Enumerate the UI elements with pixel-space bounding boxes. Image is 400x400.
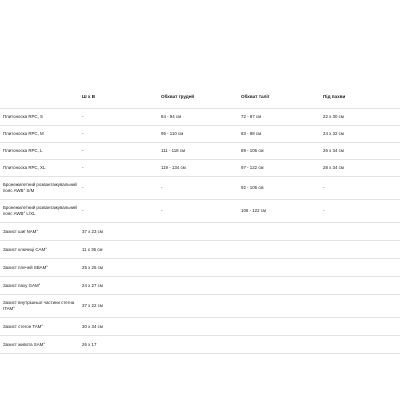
underarm-cell [320, 223, 400, 241]
waist-cell: 92 - 106 см [238, 177, 320, 200]
dimensions-cell: 26 x 17 [79, 336, 158, 354]
waist-cell: 83 - 98 см [238, 126, 320, 143]
table-row [0, 318, 400, 336]
chest-cell: 95 - 110 см [158, 126, 238, 143]
item-name: Плитоноска RPC, L [0, 143, 79, 160]
waist-cell [238, 241, 320, 259]
table-row [0, 143, 400, 160]
header-waist: Обхват талії [238, 91, 320, 109]
table-row [0, 223, 400, 241]
dimensions-cell: 25 x 25 см [79, 259, 158, 277]
underarm-cell [320, 336, 400, 354]
table-row [0, 200, 400, 223]
table-row [0, 277, 400, 295]
chest-cell [158, 241, 238, 259]
item-name: Плитоноска RPC, XL [0, 160, 79, 177]
header-underarm: Під пахви [320, 91, 400, 109]
underarm-cell [320, 259, 400, 277]
waist-cell [238, 318, 320, 336]
table-row [0, 126, 400, 143]
table-row [0, 160, 400, 177]
dimensions-cell: - [79, 160, 158, 177]
waist-cell [238, 259, 320, 277]
item-name: Бронежилетний розвантажувальний пояс AWB° L/XL [0, 200, 79, 223]
waist-cell: 89 - 106 см [238, 143, 320, 160]
table-row [0, 109, 400, 126]
header-chest: Обхват грудей [158, 91, 238, 109]
waist-cell: 97 - 122 см [238, 160, 320, 177]
table-body [0, 109, 400, 354]
table-row [0, 259, 400, 277]
chest-cell: 111 - 118 см [158, 143, 238, 160]
item-name: Захист живота SAM° [0, 336, 79, 354]
dimensions-cell: - [79, 126, 158, 143]
dimensions-cell: 37 x 22 см [79, 295, 158, 318]
dimensions-cell: - [79, 143, 158, 160]
item-name: Захист внутрішньої частини стегна ITAM° [0, 295, 79, 318]
chest-cell [158, 277, 238, 295]
underarm-cell: 22 x 30 см [320, 109, 400, 126]
dimensions-cell: - [79, 109, 158, 126]
waist-cell [238, 277, 320, 295]
item-name: Захист стегон TAM° [0, 318, 79, 336]
chest-cell [158, 259, 238, 277]
dimensions-cell: 24 x 27 см [79, 277, 158, 295]
underarm-cell [320, 318, 400, 336]
waist-cell: 72 - 87 см [238, 109, 320, 126]
table-header-row [0, 91, 400, 109]
underarm-cell: 26 x 34 см [320, 143, 400, 160]
chest-cell: - [158, 200, 238, 223]
chest-cell: 119 - 134 см [158, 160, 238, 177]
waist-cell [238, 295, 320, 318]
table-header [0, 91, 400, 109]
dimensions-cell: 30 x 34 см [79, 318, 158, 336]
size-table [0, 91, 400, 354]
chest-cell [158, 223, 238, 241]
dimensions-cell: - [79, 200, 158, 223]
underarm-cell [320, 295, 400, 318]
underarm-cell [320, 277, 400, 295]
item-name: Захист плечей SBAM° [0, 259, 79, 277]
underarm-cell: - [320, 177, 400, 200]
item-name: Захист шиї NAM° [0, 223, 79, 241]
table-row [0, 241, 400, 259]
waist-cell [238, 336, 320, 354]
dimensions-cell: - [79, 177, 158, 200]
item-name: Захист ключиці CAM° [0, 241, 79, 259]
chest-cell [158, 336, 238, 354]
chest-cell [158, 295, 238, 318]
item-name: Плитоноска RPC, M [0, 126, 79, 143]
chest-cell [158, 318, 238, 336]
table-row [0, 177, 400, 200]
dimensions-cell: 37 x 23 см [79, 223, 158, 241]
chest-cell: - [158, 177, 238, 200]
dimensions-cell: 11 x 36 см [79, 241, 158, 259]
header-dimensions: Ш x В [79, 91, 158, 109]
underarm-cell: - [320, 200, 400, 223]
underarm-cell: 24 x 32 см [320, 126, 400, 143]
header-item [0, 91, 79, 109]
waist-cell: 106 - 122 см [238, 200, 320, 223]
item-name: Бронежилетний розвантажувальний пояс AWB° S/M [0, 177, 79, 200]
underarm-cell: 28 x 34 см [320, 160, 400, 177]
chest-cell: 84 - 94 см [158, 109, 238, 126]
table-row [0, 336, 400, 354]
table-row [0, 295, 400, 318]
item-name: Плитоноска RPC, S [0, 109, 79, 126]
item-name: Захист паху GAM° [0, 277, 79, 295]
underarm-cell [320, 241, 400, 259]
waist-cell [238, 223, 320, 241]
